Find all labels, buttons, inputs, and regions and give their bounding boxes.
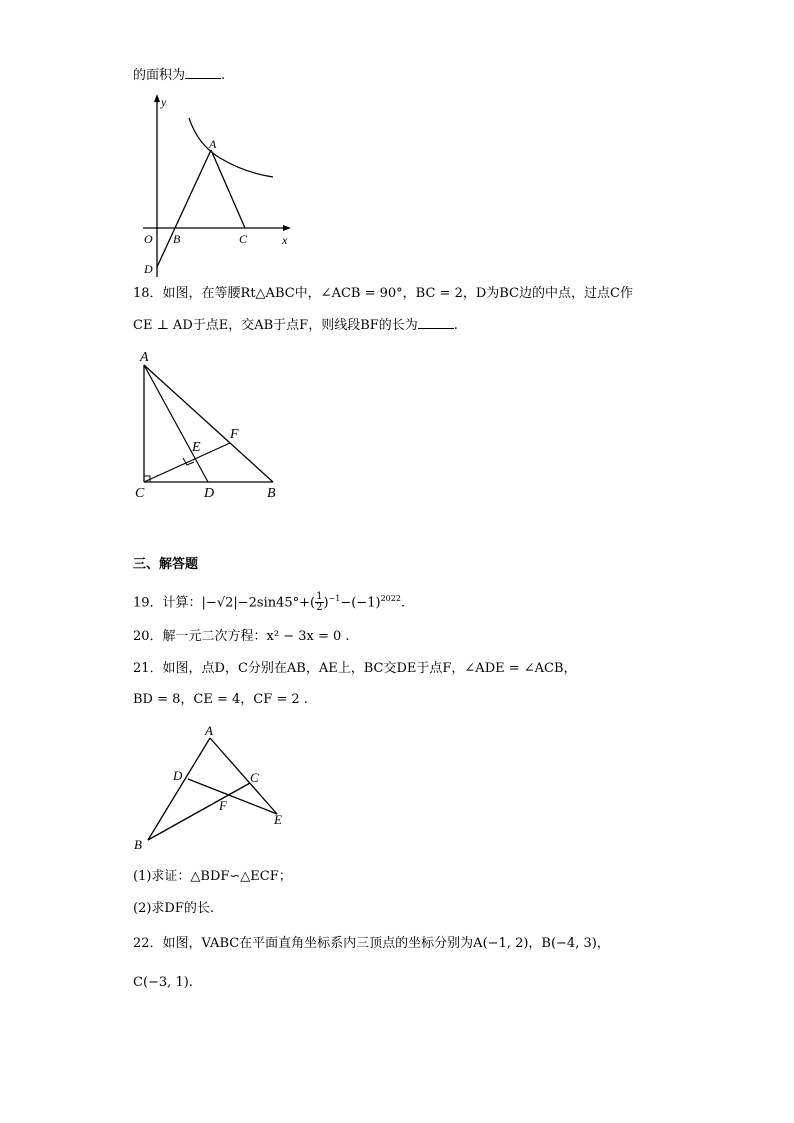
label-a: A (205, 723, 213, 738)
section-title: 三、解答题 (133, 557, 199, 572)
fraction-numerator: 1 (316, 591, 323, 603)
q19-prefix: 计算：|−√2|−2sin45°+( (162, 595, 316, 611)
label-d: D (204, 486, 215, 501)
x-axis-arrow (283, 225, 291, 231)
label-e: E (274, 812, 282, 827)
segment-bc (148, 783, 250, 840)
q21-sub2: (2)求DF的长. (133, 901, 214, 916)
q19-end: . (400, 595, 406, 611)
q18-end: . (453, 318, 458, 333)
q17-tail (133, 66, 225, 85)
side-ab (148, 738, 210, 840)
figure-18 (130, 345, 290, 505)
q22-text-1: 如图，VABC在平面直角坐标系内三顶点的坐标分别为A(−1, 2)，B(−4, 3)， (162, 936, 610, 951)
answer-blank (185, 66, 221, 79)
label-c: C (239, 232, 248, 246)
q21-number: 21． (133, 661, 163, 676)
label-c: C (250, 770, 259, 785)
segment-de (188, 779, 277, 814)
q22-line2: C(−3, 1). (133, 975, 193, 990)
figure-21 (130, 722, 300, 857)
label-b: B (134, 837, 142, 852)
q19-line: 19．计算：|−√2|−2sin45°+( $\frac{1}{2}$ )$^{-1}-(-1)^{2022}$. (133, 591, 406, 614)
label-d: D (173, 768, 183, 783)
figure-17 (135, 92, 300, 282)
label-f: F (219, 798, 227, 813)
q17-tail-end: . (221, 68, 226, 83)
label-y: y (161, 95, 167, 109)
q20-text: 解一元二次方程：x² − 3x = 0 . (162, 629, 350, 644)
q19-exponent-1: −1 (328, 594, 341, 603)
label-b: B (173, 232, 181, 246)
q18-line1 (133, 285, 633, 303)
q21-line2: BD = 8，CE = 4，CF = 2 . (133, 692, 308, 707)
label-a: A (140, 350, 149, 365)
q18-text-1: 如图，在等腰Rt△ABC中，∠ACB = 90°，BC = 2，D为BC边的中点，过点C作 (162, 286, 633, 301)
hyperbola-curve (189, 118, 273, 177)
line-ac (211, 150, 245, 228)
label-a: A (209, 137, 217, 151)
label-d: D (144, 262, 153, 276)
segment-cf (144, 443, 230, 482)
q18-number: 18． (133, 286, 163, 301)
q21-line1 (133, 660, 577, 678)
label-o: O (144, 232, 153, 246)
label-b: B (267, 486, 276, 501)
q17-tail-text: 的面积为 (133, 68, 186, 83)
q22-number: 22． (133, 936, 163, 951)
y-axis-arrow (154, 94, 160, 102)
side-ab (144, 365, 273, 482)
q20-number: 20． (133, 629, 163, 644)
answer-blank (418, 316, 454, 329)
q22-line1 (133, 935, 610, 953)
segment-ad (144, 365, 208, 482)
q19-middle: −(−1) (340, 595, 381, 611)
label-x: x (282, 233, 288, 247)
q19-number: 19． (133, 595, 163, 611)
fraction-half (315, 592, 323, 613)
q21-text-1: 如图，点D，C分别在AB，AE上，BC交DE于点F，∠ADE = ∠ACB， (162, 661, 577, 676)
label-e: E (192, 440, 201, 455)
label-f: F (230, 427, 239, 442)
label-c: C (135, 486, 145, 501)
q21-sub1: (1)求证：△BDF∽△ECF； (133, 869, 292, 884)
q18-text-2: CE ⊥ AD于点E，交AB于点F，则线段BF的长为 (133, 318, 418, 333)
q20-line (133, 628, 350, 646)
fraction-denominator: 2 (316, 602, 323, 614)
q18-line2 (133, 316, 458, 335)
line-da (157, 150, 211, 267)
q19-exponent-2: 2022 (380, 594, 401, 603)
